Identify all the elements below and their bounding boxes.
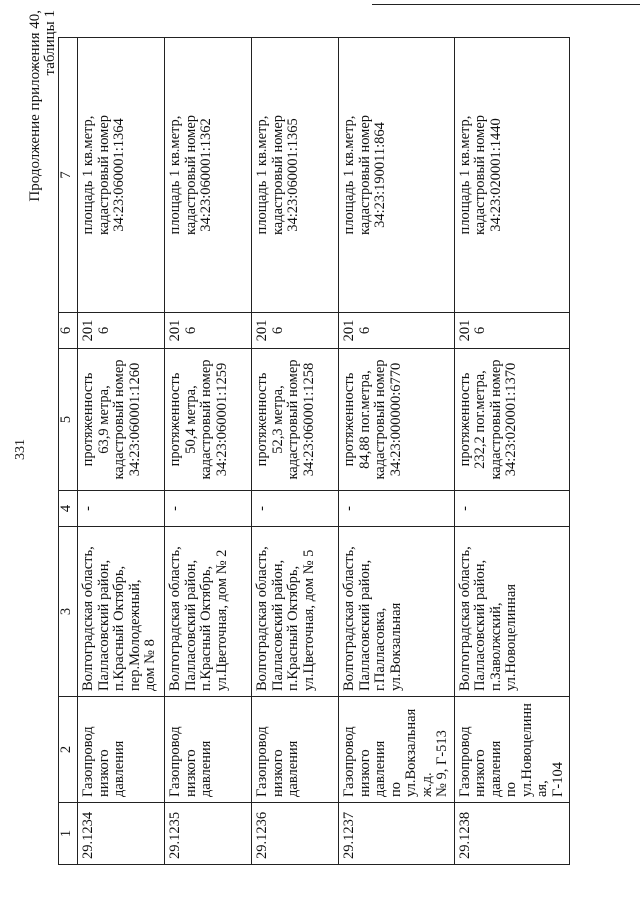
- year-cell: 2016: [165, 313, 252, 349]
- length-cadastral-cell-line: 34:23:020001:1370: [503, 362, 519, 477]
- area-cadastral-cell-line: площадь 1 кв.метр,: [80, 115, 96, 235]
- table-row: [78, 38, 165, 865]
- length-cadastral-cell-line: 52,3 метра,: [269, 385, 286, 454]
- address-cell: [454, 527, 570, 697]
- object-name-cell-line: № 9, Г-513: [434, 730, 450, 797]
- area-cadastral-cell-line: 34:23:190011:864: [372, 122, 388, 228]
- address-cell: [252, 527, 339, 697]
- address-cell-line: ул.Цветочная, дом № 2: [213, 549, 230, 691]
- object-name-cell: [78, 697, 165, 803]
- length-cadastral-cell-line: 63,9 метра,: [95, 385, 112, 454]
- table-row: [339, 38, 455, 865]
- area-cadastral-cell: [78, 38, 165, 313]
- header-cell: 1: [59, 803, 78, 865]
- address-cell-line: Волгоградская область,: [167, 546, 183, 691]
- length-cadastral-cell-line: кадастровый номер: [487, 359, 504, 480]
- header-cell: 4: [59, 491, 78, 527]
- object-name-cell-line: давления: [285, 740, 301, 797]
- area-cadastral-cell: [339, 38, 455, 313]
- address-cell-line: Волгоградская область,: [254, 546, 270, 691]
- area-cadastral-cell-line: площадь 1 кв.метр,: [254, 115, 270, 235]
- object-name-cell-line: давления: [487, 740, 504, 797]
- col4-cell: -: [252, 491, 339, 527]
- length-cadastral-cell: [454, 349, 570, 491]
- length-cadastral-cell-line: кадастровый номер: [198, 359, 214, 480]
- address-cell-line: п.Красный Октябрь,: [198, 565, 214, 691]
- object-name-cell-line: Газопровод низкого: [167, 726, 199, 797]
- table-row: [252, 38, 339, 865]
- length-cadastral-cell-line: протяженность: [341, 372, 357, 467]
- address-cell-line: дом № 8: [142, 639, 158, 691]
- object-name-cell-line: давления: [372, 740, 388, 797]
- length-cadastral-cell-line: 34:23:060001:1258: [300, 362, 317, 477]
- object-name-cell: [339, 697, 455, 803]
- caption-line-1: Продолжение приложения 40,: [27, 10, 43, 202]
- length-cadastral-cell-line: 232,2 пог.метра,: [472, 370, 488, 469]
- row-number-cell: 29.1238: [454, 803, 570, 865]
- area-cadastral-cell: [252, 38, 339, 313]
- object-name-cell-line: по ул.Новоцелинная,: [503, 703, 550, 797]
- header-cell: 2: [59, 697, 78, 803]
- object-name-cell: [454, 697, 570, 803]
- address-cell-line: Палласовский район,: [472, 559, 488, 691]
- row-number-cell: 29.1236: [252, 803, 339, 865]
- object-name-cell-line: Газопровод низкого: [341, 726, 373, 797]
- area-cadastral-cell-line: площадь 1 кв.метр,: [167, 115, 183, 235]
- length-cadastral-cell-line: 50,4 метра,: [182, 385, 199, 454]
- length-cadastral-cell-line: кадастровый номер: [285, 359, 301, 480]
- header-cell: 7: [59, 38, 78, 313]
- address-cell-line: ул.Цветочная, дом № 5: [300, 549, 317, 691]
- area-cadastral-cell-line: площадь 1 кв.метр,: [341, 115, 357, 235]
- address-cell-line: Волгоградская область,: [341, 546, 357, 691]
- length-cadastral-cell: [339, 349, 455, 491]
- address-cell-line: п.Заволжский,: [487, 602, 504, 691]
- table-caption: [28, 10, 58, 345]
- object-name-cell-line: Газопровод низкого: [80, 726, 112, 797]
- area-cadastral-cell-line: 34:23:020001:1440: [487, 118, 504, 232]
- col4-cell: -: [339, 491, 455, 527]
- address-cell: [165, 527, 252, 697]
- object-name-cell: [252, 697, 339, 803]
- address-cell-line: Палласовский район,: [182, 559, 199, 691]
- row-number-cell: 29.1235: [165, 803, 252, 865]
- area-cadastral-cell-line: 34:23:060001:1362: [198, 118, 214, 232]
- area-cadastral-cell-line: 34:23:060001:1364: [111, 118, 127, 232]
- length-cadastral-cell-line: 34:23:060001:1259: [213, 362, 230, 477]
- address-cell: [78, 527, 165, 697]
- address-cell-line: г.Палласовка,: [372, 607, 388, 691]
- address-cell-line: Палласовский район,: [269, 559, 286, 691]
- address-cell-line: Волгоградская область,: [456, 546, 473, 691]
- area-cadastral-cell-line: кадастровый номер: [95, 114, 112, 236]
- length-cadastral-cell-line: 84,88 пог.метра,: [356, 370, 373, 469]
- header-cell: 3: [59, 527, 78, 697]
- area-cadastral-cell-line: кадастровый номер: [472, 114, 488, 236]
- address-cell-line: Палласовский район,: [356, 559, 373, 691]
- header-row: [59, 38, 78, 865]
- col4-cell: -: [454, 491, 570, 527]
- address-cell-line: ул.Вокзальная: [387, 602, 404, 691]
- address-cell-line: Волгоградская область,: [80, 546, 96, 691]
- length-cadastral-cell: [165, 349, 252, 491]
- object-name-cell-line: давления: [198, 740, 214, 797]
- length-cadastral-cell-line: 34:23:000000:6770: [387, 362, 404, 477]
- length-cadastral-cell-line: протяженность: [456, 372, 473, 467]
- col4-cell: -: [165, 491, 252, 527]
- object-name-cell-line: Газопровод низкого: [456, 726, 488, 797]
- object-name-cell-line: по ул.Вокзальная ж.д.: [387, 708, 435, 797]
- row-number-cell: 29.1237: [339, 803, 455, 865]
- address-cell-line: п.Красный Октябрь,: [285, 565, 301, 691]
- table-row: [454, 38, 570, 865]
- address-cell-line: ул.Новоцелинная: [503, 583, 519, 691]
- page-number: 331: [13, 439, 28, 460]
- area-cadastral-cell-line: кадастровый номер: [356, 114, 373, 236]
- caption-line-2: таблицы 1: [42, 10, 58, 76]
- year-cell: 2016: [252, 313, 339, 349]
- address-cell: [339, 527, 455, 697]
- row-number-cell: 29.1234: [78, 803, 165, 865]
- area-cadastral-cell-line: площадь 1 кв.метр,: [456, 115, 473, 235]
- length-cadastral-cell-line: протяженность: [254, 372, 270, 467]
- header-cell: 5: [59, 349, 78, 491]
- area-cadastral-cell-line: кадастровый номер: [182, 114, 199, 236]
- length-cadastral-cell-line: протяженность: [80, 372, 96, 467]
- address-cell-line: Палласовский район,: [95, 559, 112, 691]
- length-cadastral-cell: [78, 349, 165, 491]
- year-cell: 2016: [339, 313, 455, 349]
- length-cadastral-cell-line: 34:23:060001:1260: [126, 362, 143, 477]
- table-body: [78, 38, 570, 865]
- table-row: [165, 38, 252, 865]
- col4-cell: -: [78, 491, 165, 527]
- length-cadastral-cell-line: кадастровый номер: [372, 359, 388, 480]
- address-cell-line: п.Красный Октябрь,: [111, 565, 127, 691]
- object-name-cell-line: Г-104: [549, 762, 566, 797]
- area-cadastral-cell-line: кадастровый номер: [269, 114, 286, 236]
- area-cadastral-cell: [165, 38, 252, 313]
- year-cell: 2016: [78, 313, 165, 349]
- length-cadastral-cell-line: кадастровый номер: [111, 359, 127, 480]
- area-cadastral-cell-line: 34:23:060001:1365: [285, 118, 301, 232]
- length-cadastral-cell: [252, 349, 339, 491]
- length-cadastral-cell-line: протяженность: [167, 372, 183, 467]
- year-cell: 2016: [454, 313, 570, 349]
- area-cadastral-cell: [454, 38, 570, 313]
- header-cell: 6: [59, 313, 78, 349]
- object-name-cell: [165, 697, 252, 803]
- object-name-cell-line: давления: [111, 740, 127, 797]
- object-name-cell-line: Газопровод низкого: [254, 726, 286, 797]
- appendix-table: [58, 37, 570, 865]
- address-cell-line: пер.Молодежный,: [126, 579, 143, 691]
